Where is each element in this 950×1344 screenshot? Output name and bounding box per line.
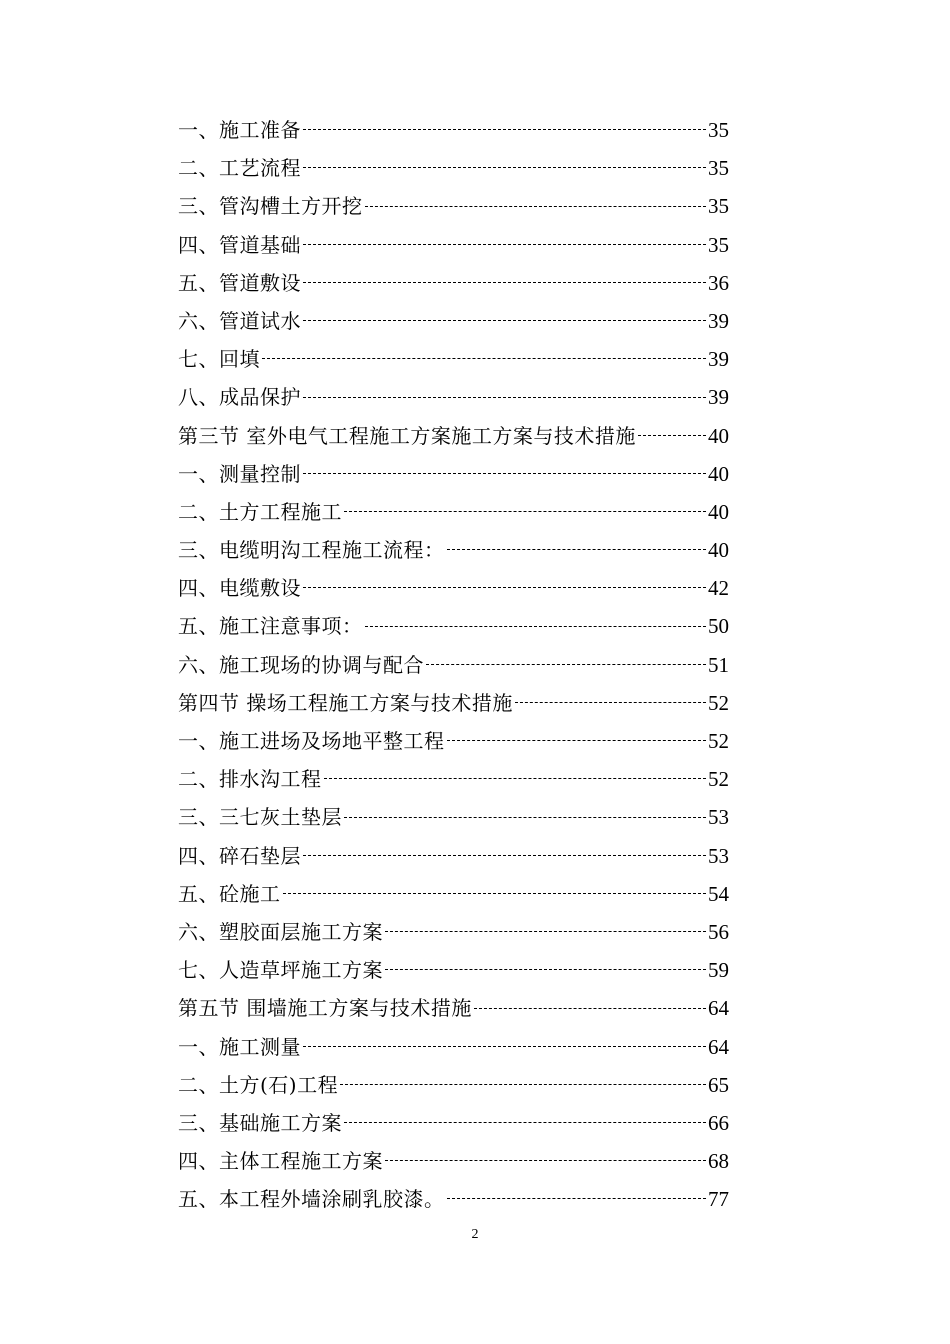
- toc-entry[interactable]: [178, 531, 729, 569]
- toc-dot-leader: [515, 702, 706, 703]
- toc-entry[interactable]: [178, 1104, 729, 1142]
- toc-dot-leader: [303, 1046, 706, 1047]
- toc-entry[interactable]: [178, 378, 729, 416]
- toc-entry-page: 77: [708, 1187, 729, 1212]
- toc-entry-page: 52: [708, 729, 729, 753]
- toc-dot-leader: [344, 817, 706, 818]
- toc-entry-page: 40: [708, 499, 729, 524]
- toc-entry-page: 54: [708, 881, 729, 906]
- table-of-contents: [178, 111, 729, 1218]
- toc-entry-title: 一、施工测量: [178, 1034, 301, 1059]
- toc-entry-title: 四、碎石垫层: [178, 843, 301, 868]
- toc-entry-page: 64: [708, 1034, 729, 1059]
- toc-entry-page: 36: [708, 270, 729, 295]
- toc-entry-page: 40: [708, 538, 729, 563]
- toc-entry-title: 五、砼施工: [178, 881, 281, 906]
- toc-entry-title: 三、基础施工方案: [178, 1110, 342, 1135]
- toc-entry[interactable]: [178, 226, 729, 264]
- toc-entry-title: 第四节 操场工程施工方案与技术措施: [178, 690, 513, 715]
- toc-dot-leader: [303, 167, 706, 168]
- toc-entry-title: 二、土方工程施工: [178, 499, 342, 524]
- toc-dot-leader: [303, 397, 706, 398]
- toc-entry[interactable]: [178, 264, 729, 302]
- toc-entry-title: 二、排水沟工程: [178, 767, 322, 792]
- toc-entry-title: 六、管道试水: [178, 308, 301, 333]
- toc-entry-title: 四、管道基础: [178, 232, 301, 257]
- toc-dot-leader: [447, 1198, 707, 1199]
- toc-entry-title: 一、施工准备: [178, 118, 301, 142]
- toc-entry-page: 53: [708, 805, 729, 830]
- toc-dot-leader: [262, 358, 706, 359]
- toc-entry[interactable]: [178, 111, 729, 149]
- toc-dot-leader: [283, 893, 707, 894]
- toc-entry[interactable]: [178, 493, 729, 531]
- toc-dot-leader: [365, 626, 707, 627]
- toc-dot-leader: [447, 549, 707, 550]
- toc-dot-leader: [303, 855, 706, 856]
- toc-entry-page: 39: [708, 347, 729, 372]
- toc-entry-page: 40: [708, 461, 729, 486]
- toc-entry-page: 52: [708, 690, 729, 715]
- toc-entry-page: 52: [708, 767, 729, 792]
- toc-entry[interactable]: [178, 1028, 729, 1066]
- toc-entry[interactable]: [178, 149, 729, 187]
- toc-entry-page: 35: [708, 232, 729, 257]
- toc-entry[interactable]: [178, 455, 729, 493]
- toc-entry[interactable]: [178, 989, 729, 1027]
- toc-entry-page: 39: [708, 308, 729, 333]
- toc-entry-title: 八、成品保护: [178, 385, 301, 410]
- toc-entry[interactable]: [178, 837, 729, 875]
- toc-entry-title: 二、工艺流程: [178, 156, 301, 181]
- toc-entry-title: 六、塑胶面层施工方案: [178, 919, 383, 944]
- toc-entry[interactable]: [178, 1142, 729, 1180]
- toc-dot-leader: [303, 473, 706, 474]
- toc-entry-page: 35: [708, 194, 729, 219]
- toc-entry[interactable]: [178, 684, 729, 722]
- toc-entry-page: 42: [708, 576, 729, 601]
- toc-entry-title: 三、电缆明沟工程施工流程：: [178, 538, 445, 563]
- toc-entry[interactable]: [178, 646, 729, 684]
- toc-dot-leader: [638, 435, 706, 436]
- toc-entry-title: 七、人造草坪施工方案: [178, 958, 383, 983]
- toc-dot-leader: [385, 969, 706, 970]
- toc-entry-page: 59: [708, 958, 729, 983]
- toc-entry[interactable]: [178, 722, 729, 760]
- toc-entry-title: 三、管沟槽土方开挖: [178, 194, 363, 219]
- toc-entry[interactable]: [178, 1180, 729, 1218]
- toc-dot-leader: [324, 778, 707, 779]
- toc-dot-leader: [385, 931, 706, 932]
- toc-entry-title: 四、电缆敷设: [178, 576, 301, 601]
- toc-entry-page: 35: [708, 118, 729, 142]
- toc-dot-leader: [303, 320, 706, 321]
- toc-dot-leader: [344, 1122, 706, 1123]
- toc-entry-page: 65: [708, 1072, 729, 1097]
- toc-entry-title: 五、管道敷设: [178, 270, 301, 295]
- toc-entry[interactable]: [178, 760, 729, 798]
- toc-dot-leader: [447, 740, 707, 741]
- toc-entry[interactable]: [178, 1066, 729, 1104]
- toc-entry[interactable]: [178, 913, 729, 951]
- toc-dot-leader: [303, 282, 706, 283]
- toc-entry-title: 三、三七灰土垫层: [178, 805, 342, 830]
- toc-entry-title: 第三节 室外电气工程施工方案施工方案与技术措施: [178, 423, 636, 448]
- toc-entry-title: 四、主体工程施工方案: [178, 1149, 383, 1174]
- toc-entry[interactable]: [178, 798, 729, 836]
- toc-dot-leader: [344, 511, 706, 512]
- toc-dot-leader: [474, 1008, 706, 1009]
- toc-entry-title: 五、本工程外墙涂刷乳胶漆。: [178, 1187, 445, 1212]
- toc-entry[interactable]: [178, 875, 729, 913]
- toc-dot-leader: [426, 664, 706, 665]
- toc-dot-leader: [303, 587, 706, 588]
- toc-entry[interactable]: [178, 302, 729, 340]
- toc-dot-leader: [303, 244, 706, 245]
- toc-entry-page: 39: [708, 385, 729, 410]
- toc-entry[interactable]: [178, 951, 729, 989]
- toc-entry-page: 56: [708, 919, 729, 944]
- toc-entry-title: 七、回填: [178, 347, 260, 372]
- toc-entry-title: 二、土方(石)工程: [178, 1072, 339, 1097]
- toc-entry-title: 第五节 围墙施工方案与技术措施: [178, 996, 472, 1021]
- toc-entry-page: 64: [708, 996, 729, 1021]
- toc-entry-page: 50: [708, 614, 729, 639]
- toc-entry[interactable]: [178, 569, 729, 607]
- toc-entry[interactable]: [178, 417, 729, 455]
- toc-entry-page: 53: [708, 843, 729, 868]
- toc-dot-leader: [385, 1160, 706, 1161]
- toc-entry-page: 51: [708, 652, 729, 677]
- page-number: 2: [471, 1227, 479, 1242]
- toc-entry-title: 六、施工现场的协调与配合: [178, 652, 424, 677]
- toc-dot-leader: [303, 129, 706, 130]
- toc-entry-page: 66: [708, 1110, 729, 1135]
- toc-dot-leader: [365, 206, 707, 207]
- toc-entry-page: 68: [708, 1149, 729, 1174]
- toc-entry-title: 一、测量控制: [178, 461, 301, 486]
- toc-entry-title: 一、施工进场及场地平整工程: [178, 729, 445, 753]
- toc-entry[interactable]: [178, 187, 729, 225]
- toc-dot-leader: [340, 1084, 706, 1085]
- toc-entry[interactable]: [178, 607, 729, 645]
- toc-entry[interactable]: [178, 340, 729, 378]
- toc-entry-page: 35: [708, 156, 729, 181]
- toc-entry-page: 40: [708, 423, 729, 448]
- toc-entry-title: 五、施工注意事项：: [178, 614, 363, 639]
